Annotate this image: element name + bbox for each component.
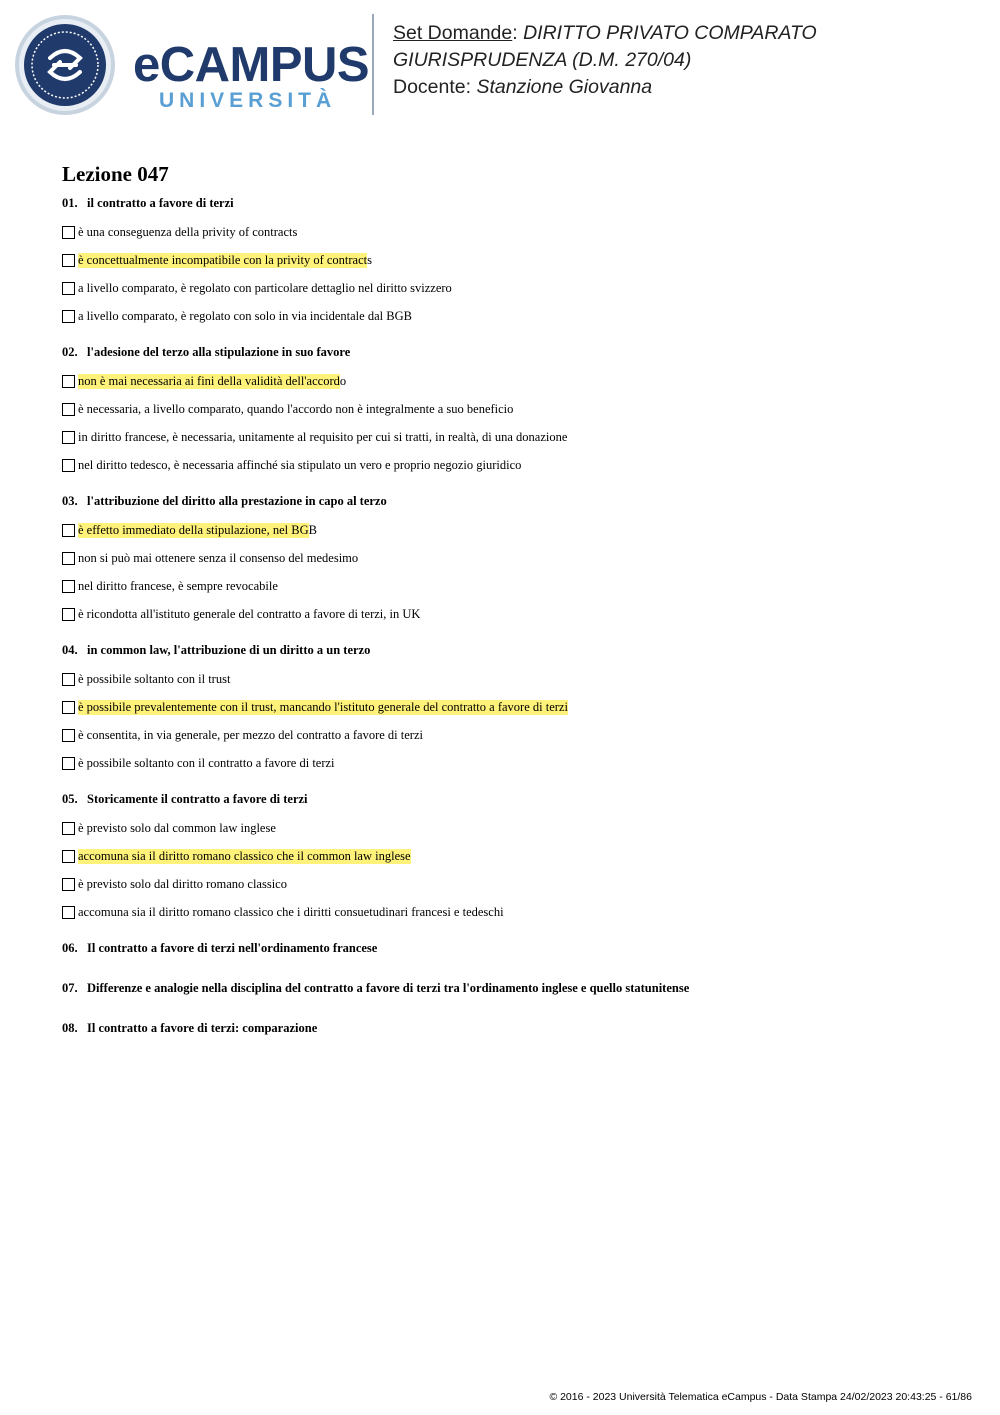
question-block [62,790,962,926]
answer-list [62,218,962,330]
question-title [62,939,962,957]
question-number: 05. [62,792,78,806]
answer-option[interactable] [62,516,962,544]
answer-text: accomuna sia il diritto romano classico che i diritti consuetudinari francesi e tedeschi [78,904,504,919]
question-title [62,492,962,510]
answer-checkbox[interactable] [62,552,75,565]
answer-option[interactable] [62,749,962,777]
answer-checkbox[interactable] [62,282,75,295]
question-title [62,1019,962,1037]
question-block [62,343,962,479]
answer-option[interactable] [62,693,962,721]
question-number: 06. [62,941,78,955]
question-title [62,790,962,808]
teacher-label: Docente [393,76,466,98]
answer-option[interactable] [62,367,962,395]
answer-option[interactable] [62,721,962,749]
question-text: l'adesione del terzo alla stipulazione in suo favore [87,345,351,359]
answer-checkbox[interactable] [62,822,75,835]
answer-checkbox[interactable] [62,906,75,919]
answer-checkbox[interactable] [62,729,75,742]
answer-option[interactable] [62,395,962,423]
answer-checkbox[interactable] [62,701,75,714]
question-text: in common law, l'attribuzione di un diritto a un terzo [87,643,371,657]
question-title [62,641,962,659]
question-number: 07. [62,981,78,995]
question-block [62,492,962,628]
page-footer: © 2016 - 2023 Università Telematica eCampus - Data Stampa 24/02/2023 20:43:25 - 61/86 [549,1391,972,1403]
question-number: 03. [62,494,78,508]
answer-text: nel diritto francese, è sempre revocabile [78,578,278,593]
question-number: 04. [62,643,78,657]
answer-option[interactable] [62,274,962,302]
logo-main-text: eCAMPUS [133,38,370,92]
answer-text: o [339,373,347,388]
answer-list [62,367,962,479]
answer-checkbox[interactable] [62,226,75,239]
answer-checkbox[interactable] [62,403,75,416]
answer-highlighted-text: accomuna sia il diritto romano classico che il common law inglese [78,848,411,863]
page-header [0,0,1000,130]
question-text: Il contratto a favore di terzi nell'ordinamento francese [87,941,378,955]
answer-option[interactable] [62,870,962,898]
answer-checkbox[interactable] [62,431,75,444]
ecampus-wordmark [133,40,369,112]
answer-option[interactable] [62,302,962,330]
answer-option[interactable] [62,898,962,926]
answer-checkbox[interactable] [62,608,75,621]
answer-text: a livello comparato, è regolato con solo in via incidentale dal BGB [78,308,412,323]
answer-highlighted-text: è effetto immediato della stipulazione, nel BG [78,522,309,537]
answer-option[interactable] [62,246,962,274]
answer-checkbox[interactable] [62,580,75,593]
logo-sub-text: UNIVERSITÀ [159,89,337,112]
question-text: Storicamente il contratto a favore di terzi [87,792,308,806]
question-text: l'attribuzione del diritto alla prestazione in capo al terzo [87,494,387,508]
answer-list [62,516,962,628]
lesson-title: Lezione 047 [62,162,169,186]
answer-checkbox[interactable] [62,254,75,267]
answer-text: è previsto solo dal common law inglese [78,820,276,835]
answer-text: è ricondotta all'istituto generale del contratto a favore di terzi, in UK [78,606,421,621]
answer-text: in diritto francese, è necessaria, unitamente al requisito per cui si tratti, in realtà, di una donazione [78,429,568,444]
answer-option[interactable] [62,814,962,842]
answer-checkbox[interactable] [62,673,75,686]
answer-highlighted-text: non è mai necessaria ai fini della validità dell'accord [78,373,340,388]
question-text: Il contratto a favore di terzi: comparazione [87,1021,318,1035]
answer-option[interactable] [62,218,962,246]
answer-option[interactable] [62,842,962,870]
question-block [62,641,962,777]
answer-text: è consentita, in via generale, per mezzo del contratto a favore di terzi [78,727,423,742]
answer-checkbox[interactable] [62,878,75,891]
answer-text: non si può mai ottenere senza il consenso del medesimo [78,550,359,565]
answer-checkbox[interactable] [62,310,75,323]
answer-checkbox[interactable] [62,524,75,537]
question-number: 01. [62,196,78,210]
set-line-1: Set Domande: DIRITTO PRIVATO COMPARATO [393,22,817,44]
set-line-2 [393,47,817,74]
answer-checkbox[interactable] [62,850,75,863]
answer-list [62,814,962,926]
answer-checkbox[interactable] [62,757,75,770]
question-title [62,979,962,997]
answer-option[interactable] [62,572,962,600]
set-value-2: GIURISPRUDENZA (D.M. 270/04) [393,49,692,71]
question-title [62,194,962,212]
answer-text: è possibile soltanto con il trust [78,671,231,686]
answer-option[interactable] [62,451,962,479]
answer-text: a livello comparato, è regolato con particolare dettaglio nel diritto svizzero [78,280,452,295]
answer-text: s [367,252,372,267]
question-number: 02. [62,345,78,359]
answer-checkbox[interactable] [62,375,75,388]
lesson-content [62,160,962,1059]
question-block [62,939,962,957]
answer-text: nel diritto tedesco, è necessaria affinché sia stipulato un vero e proprio negozio giuridico [78,457,522,472]
question-block [62,194,962,330]
ecampus-seal-logo-icon [14,14,116,116]
answer-highlighted-text: è possibile prevalentemente con il trust, mancando l'istituto generale del contratto a favore di terzi [78,699,568,714]
answer-text: è possibile soltanto con il contratto a favore di terzi [78,755,335,770]
question-block [62,1019,962,1037]
set-label: Set Domande [393,22,513,44]
answer-text: è previsto solo dal diritto romano classico [78,876,287,891]
answer-text: è una conseguenza della privity of contracts [78,224,298,239]
header-divider [372,14,374,115]
question-block [62,979,962,997]
answer-list [62,665,962,777]
question-text: Differenze e analogie nella disciplina del contratto a favore di terzi tra l'ordinamento inglese e quello statunitense [87,981,690,995]
header-info [393,20,817,101]
answer-option[interactable] [62,600,962,628]
answer-text: è necessaria, a livello comparato, quando l'accordo non è integralmente a suo beneficio [78,401,514,416]
teacher-name: Stanzione Giovanna [476,76,653,98]
teacher-line: Docente: Stanzione Giovanna [393,76,653,98]
answer-highlighted-text: è concettualmente incompatibile con la privity of contract [78,252,368,267]
answer-option[interactable] [62,423,962,451]
answer-option[interactable] [62,665,962,693]
question-title [62,343,962,361]
answer-text: B [308,522,317,537]
question-list [62,194,962,1037]
set-value-1: DIRITTO PRIVATO COMPARATO [523,22,817,44]
answer-checkbox[interactable] [62,459,75,472]
answer-option[interactable] [62,544,962,572]
question-number: 08. [62,1021,78,1035]
question-text: il contratto a favore di terzi [87,196,234,210]
